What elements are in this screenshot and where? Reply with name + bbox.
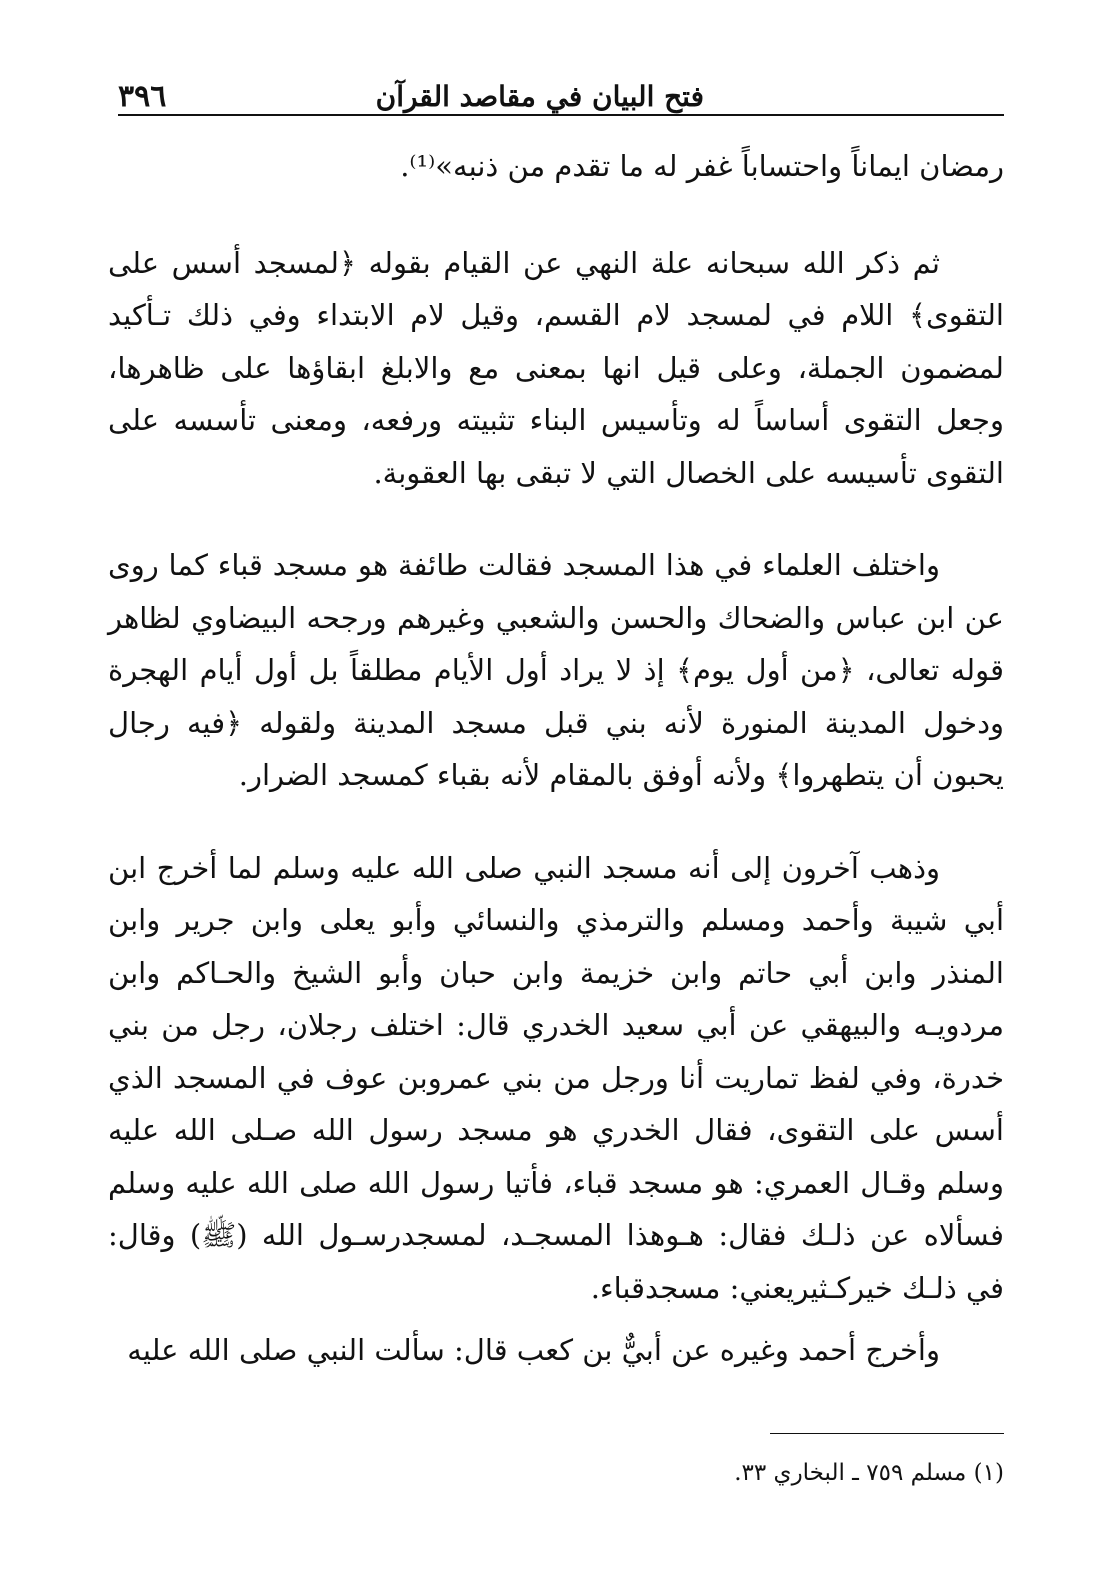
page-number: ٣٩٦ <box>118 79 167 114</box>
paragraph: واختلف العلماء في هذا المسجد فقالت طائفة هو مسجد قباء كما روى عن ابن عباس والضحاك والحسن والشعبي وغيرهم ورجحه البيضاوي لظاهر قوله تعالى، ﴿من أول يوم﴾ إذ لا يراد أول الأيام مطلقاً بل أول أيام الهجرة ودخول المدينة المنورة لأنه بني قبل مسجد المدينة ولقوله ﴿فيه رجال يحبون أن يتطهروا﴾ ولأنه أوفق بالمقام لأنه بقباء كمسجد الضرار. <box>108 548 1004 792</box>
header-divider <box>118 114 1004 116</box>
book-title: فتح البيان في مقاصد القرآن <box>375 80 704 113</box>
paragraph: ثم ذكر الله سبحانه علة النهي عن القيام بقوله ﴿لمسجد أسس على التقوى﴾ اللام في لمسجد لام القسم، وقيل لام الابتداء وفي ذلك تـأكيد لمضمون الجملة، وعلى قيل انها بمعنى مع والابلغ ابقاؤها على ظاهرها، وجعل التقوى أساساً له وتأسيس البناء تثبيته ورفعه، ومعنى تأسسه على التقوى تأسيسه على الخصال التي لا تبقى بها العقوبة. <box>108 245 1004 490</box>
paragraph: وذهب آخرون إلى أنه مسجد النبي صلى الله عليه وسلم لما أخرج ابن أبي شيبة وأحمد ومسلم والترمذي والنسائي وأبو يعلى وابن جرير وابن المنذر وابن أبي حاتم وابن خزيمة وابن حبان وأبو الشيخ والحـاكم وابن مردويـه والبيهقي عن أبي سعيد الخدري قال: اختلف رجلان، رجل من بني خدرة، وفي لفظ تماريت أنا ورجل من بني عمروبن عوف في المسجد الذي أسس على التقوى، فقال الخدري هو مسجد رسول الله صـلى الله عليه وسلم وقـال العمري: هو مسجد قباء، فأتيا رسول الله صلى الله عليه وسلم فسألاه عن ذلـك فقال: هـوهذا المسجـد، لمسجدرسـول الله (ﷺ) وقال: في ذلـك خيركـثيريعني: مسجدقباء. <box>108 850 1004 1305</box>
footnote-divider <box>770 1433 1004 1434</box>
footnote: (١) مسلم ٧٥٩ ـ البخاري ٣٣. <box>734 1460 1004 1486</box>
main-text <box>108 140 1004 1377</box>
paragraph-continuation: رمضان ايماناً واحتساباً غفر له ما تقدم من ذنبه»⁽¹⁾. <box>400 149 1004 183</box>
page-header <box>118 72 1004 114</box>
paragraph: وأخرج أحمد وغيره عن أبيٌّ بن كعب قال: سألت النبي صلى الله عليه <box>127 1333 940 1367</box>
